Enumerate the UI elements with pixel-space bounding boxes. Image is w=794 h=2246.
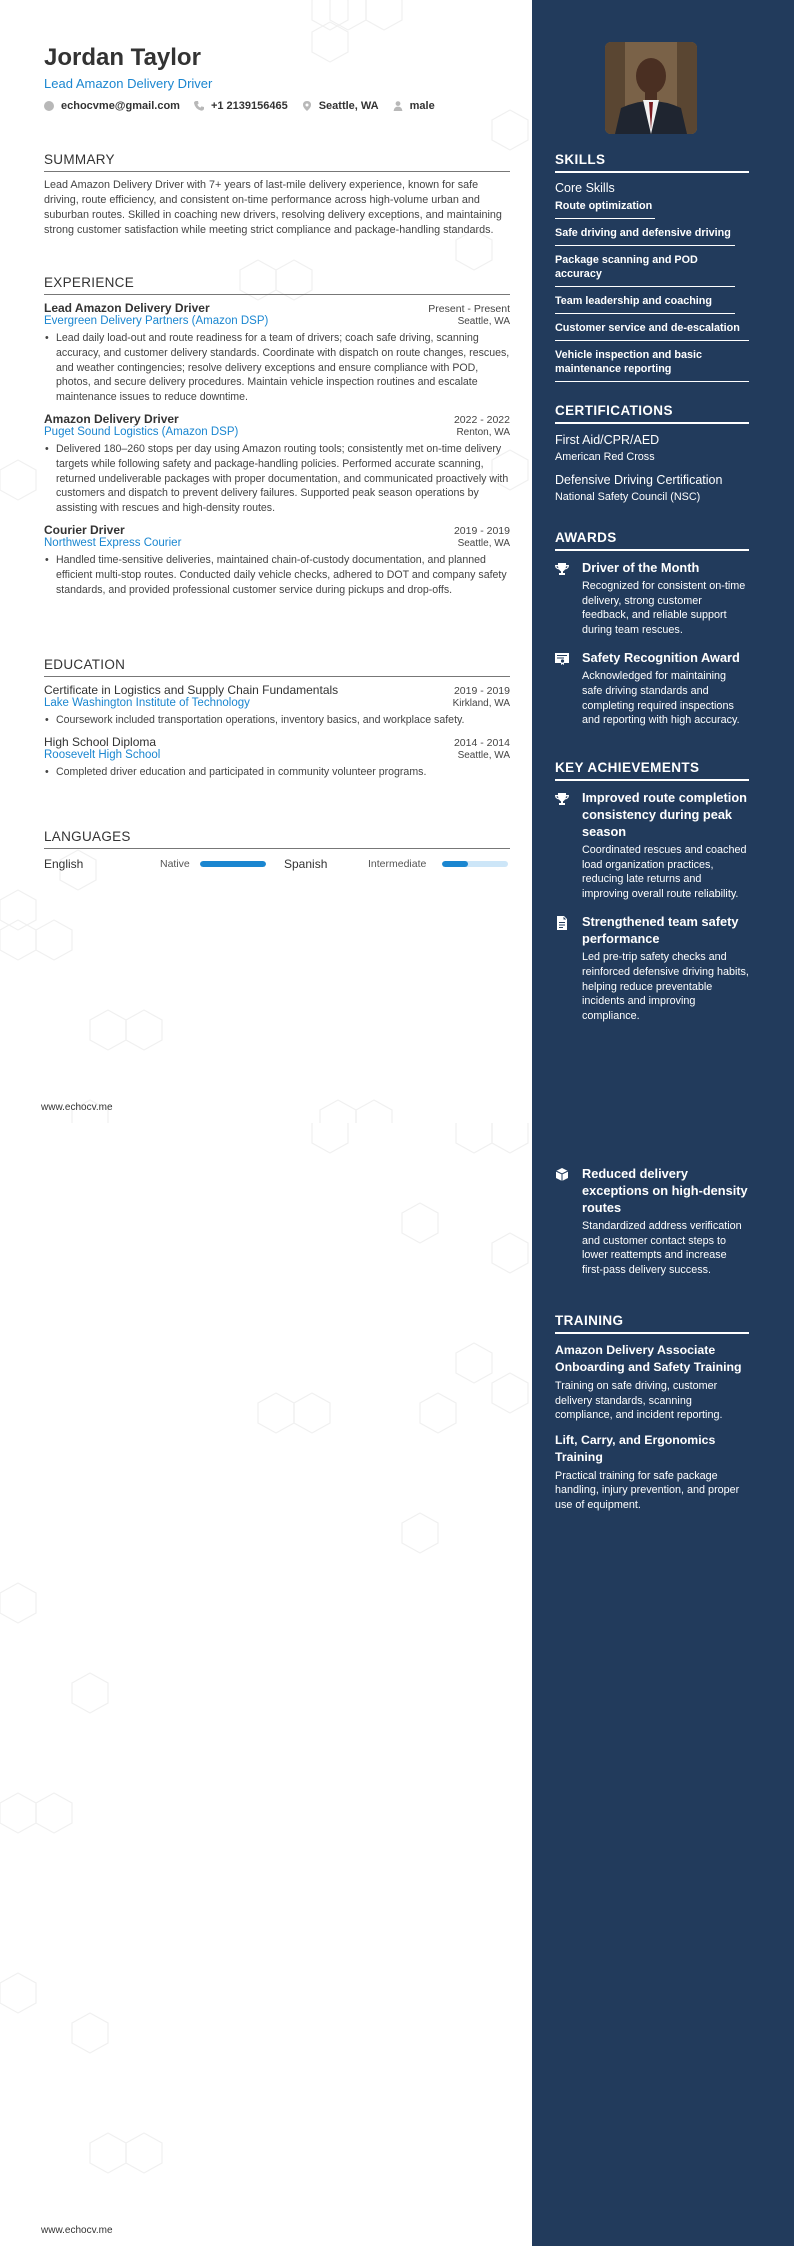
achievements-heading: KEY ACHIEVEMENTS (555, 760, 749, 781)
language-bar-fill (442, 861, 468, 867)
contact-gender (393, 100, 435, 112)
hexagon-background-pattern (0, 1123, 532, 2246)
award-description: Acknowledged for maintaining safe driving standards and completing required inspections and reporting with high accuracy. (582, 670, 740, 727)
job-location: Seattle, WA (457, 537, 510, 549)
training-description: Training on safe driving, customer delivery standards, scanning compliance, and incident reporting. (555, 1380, 723, 1422)
job-entry (44, 412, 510, 516)
education-section (44, 657, 510, 787)
contact-email[interactable] (44, 100, 180, 112)
skill-item: Team leadership and coaching (555, 294, 735, 314)
job-location: Renton, WA (456, 426, 510, 438)
summary-text: Lead Amazon Delivery Driver with 7+ years of last-mile delivery experience, known for safe driving, route efficiency, and consistent on-time performance across high-volume urban and suburban routes. Skilled in coaching new drivers, resolving delivery exceptions, and maintaining strong customer satisfaction while meeting strict compliance and package-handling standards. (44, 179, 502, 236)
education-bullet: • Coursework included transportation operations, inventory basics, and workplace safety. (56, 713, 510, 728)
certificate-icon (555, 652, 569, 666)
certification-issuer: National Safety Council (NSC) (555, 491, 701, 503)
job-dates: 2019 - 2019 (453, 524, 510, 537)
language-level: Native (160, 858, 190, 870)
experience-section (44, 275, 510, 604)
summary-heading: SUMMARY (44, 152, 510, 172)
skills-section (555, 152, 749, 389)
education-location: Kirkland, WA (452, 698, 510, 709)
education-dates: 2014 - 2014 (453, 736, 510, 749)
language-bar-fill (200, 861, 266, 867)
job-bullet: • Handled time-sensitive deliveries, maintained chain-of-custody documentation, and planned efficient multi-stop routes. Conducted daily vehicle checks, adhered to DOT and company safety standards, and provided professional customer service during pickups and drop-offs. (56, 553, 510, 597)
contact-location (302, 100, 379, 112)
education-entry (44, 683, 510, 728)
certifications-heading: CERTIFICATIONS (555, 403, 749, 424)
award-title: Safety Recognition Award (582, 650, 740, 666)
achievement-title: Strengthened team safety performance (582, 914, 739, 947)
job-bullet: • Lead daily load-out and route readiness for a team of drivers; coach safe driving, scanning accuracy, and customer delivery standards. Coordinate with dispatch on route changes, rescues, and weather contingencies; resolve delivery exceptions and ensure compliance with POD, photos, and secure delivery procedures. Maintain vehicle inspection routines and escalate maintenance issues to reduce downtime. (56, 331, 510, 405)
gender-text: male (409, 100, 435, 112)
certification-issuer: American Red Cross (555, 451, 655, 463)
contact-row (44, 100, 510, 112)
languages-heading: LANGUAGES (44, 829, 510, 849)
job-bullet: • Delivered 180–260 stops per day using Amazon routing tools; consistently met on-time delivery targets while following safety and package-handling policies. Performed accurate scanning, returned undeliverable packages with proper documentation, and communicated proactively with customers and dispatch to prevent delivery failures. Supported peak season operations by assisting with rescues and high-density routes. (56, 442, 510, 516)
education-school: Roosevelt High School (44, 748, 161, 761)
job-dates: 2022 - 2022 (453, 413, 510, 426)
skills-heading: SKILLS (555, 152, 749, 173)
footer-url[interactable]: www.echocv.me (41, 1102, 113, 1113)
job-entry (44, 523, 510, 597)
achievement-entry (555, 1165, 749, 1277)
skill-item: Vehicle inspection and basic maintenance reporting (555, 348, 749, 382)
education-heading: EDUCATION (44, 657, 510, 677)
location-pin-icon (302, 101, 312, 111)
education-school: Lake Washington Institute of Technology (44, 697, 250, 709)
certification-name: First Aid/CPR/AED (555, 433, 660, 447)
achievement-description: Coordinated rescues and coached load organization practices, reducing late returns and improving overall route reliability. (582, 844, 747, 900)
job-company: Puget Sound Logistics (Amazon DSP) (44, 425, 239, 438)
skills-group-title: Core Skills (555, 181, 615, 195)
award-entry (555, 649, 749, 727)
language-bar (200, 861, 266, 867)
language-name: English (44, 857, 84, 871)
job-location: Seattle, WA (457, 316, 510, 327)
achievement-title: Reduced delivery exceptions on high-density routes (582, 1166, 748, 1215)
awards-heading: AWARDS (555, 530, 749, 551)
award-title: Driver of the Month (582, 560, 700, 575)
trophy-icon (555, 792, 569, 806)
phone-icon (194, 101, 204, 111)
awards-section (555, 530, 749, 740)
education-entry (44, 735, 510, 780)
language-list (44, 857, 510, 871)
education-degree: High School Diploma (44, 734, 157, 749)
box-icon (555, 1168, 569, 1182)
languages-section (44, 829, 510, 871)
training-title: Amazon Delivery Associate Onboarding and Safety Training (555, 1343, 742, 1374)
certifications-section (555, 403, 749, 512)
education-dates: 2019 - 2019 (453, 685, 510, 697)
person-icon (393, 101, 403, 111)
location-text: Seattle, WA (318, 100, 379, 112)
experience-heading: EXPERIENCE (44, 275, 510, 295)
education-degree: Certificate in Logistics and Supply Chain Fundamentals (44, 683, 339, 697)
achievement-title: Improved route completion consistency during peak season (582, 790, 747, 839)
profile-photo-illustration (605, 42, 697, 134)
document-icon (555, 916, 569, 930)
achievement-description: Led pre-trip safety checks and reinforced defensive driving habits, helping reduce preventable incidents and improving compliance. (582, 951, 749, 1022)
achievements-continued (555, 1165, 749, 1289)
education-bullet: • Completed driver education and participated in community volunteer programs. (56, 765, 510, 780)
achievement-description: Standardized address verification and customer contact steps to lower reattempts and increase first-pass delivery success. (582, 1220, 742, 1276)
language-level: Intermediate (368, 858, 427, 870)
achievement-entry (555, 913, 749, 1023)
language-name: Spanish (284, 857, 328, 871)
profile-photo (605, 42, 697, 134)
job-company: Northwest Express Courier (44, 536, 182, 549)
job-title: Amazon Delivery Driver (44, 411, 179, 426)
achievements-section (555, 760, 749, 1035)
skill-item: Customer service and de-escalation (555, 321, 749, 341)
candidate-name: Jordan Taylor (44, 44, 201, 71)
education-location: Seattle, WA (457, 749, 510, 761)
resume-header (44, 44, 510, 112)
training-title: Lift, Carry, and Ergonomics Training (555, 1432, 716, 1464)
sidebar-background (532, 1123, 794, 2246)
resume-page-2 (0, 1123, 794, 2246)
candidate-title: Lead Amazon Delivery Driver (44, 76, 213, 91)
training-heading: TRAINING (555, 1313, 749, 1334)
job-title: Courier Driver (44, 522, 125, 537)
job-entry (44, 301, 510, 405)
trophy-icon (555, 562, 569, 576)
language-bar (442, 861, 508, 867)
job-dates: Present - Present (428, 303, 510, 315)
achievement-entry (555, 789, 749, 901)
skill-item: Package scanning and POD accuracy (555, 253, 735, 287)
award-description: Recognized for consistent on-time delivery, strong customer feedback, and reliable support during team rescues. (582, 580, 746, 636)
training-description: Practical training for safe package handling, injury prevention, and proper use of equipment. (555, 1469, 740, 1511)
email-icon (44, 101, 54, 111)
summary-section (44, 152, 510, 238)
phone-text: +1 2139156465 (210, 100, 288, 112)
skill-item: Safe driving and defensive driving (555, 226, 735, 246)
certification-name: Defensive Driving Certification (555, 473, 723, 487)
email-text: echocvme@gmail.com (61, 100, 180, 112)
job-company: Evergreen Delivery Partners (Amazon DSP) (44, 315, 269, 327)
contact-phone[interactable] (194, 100, 288, 112)
training-section (555, 1313, 749, 1522)
award-entry (555, 559, 749, 637)
footer-url[interactable]: www.echocv.me (41, 2225, 113, 2236)
skill-item: Route optimization (555, 199, 655, 219)
job-title: Lead Amazon Delivery Driver (44, 301, 210, 315)
